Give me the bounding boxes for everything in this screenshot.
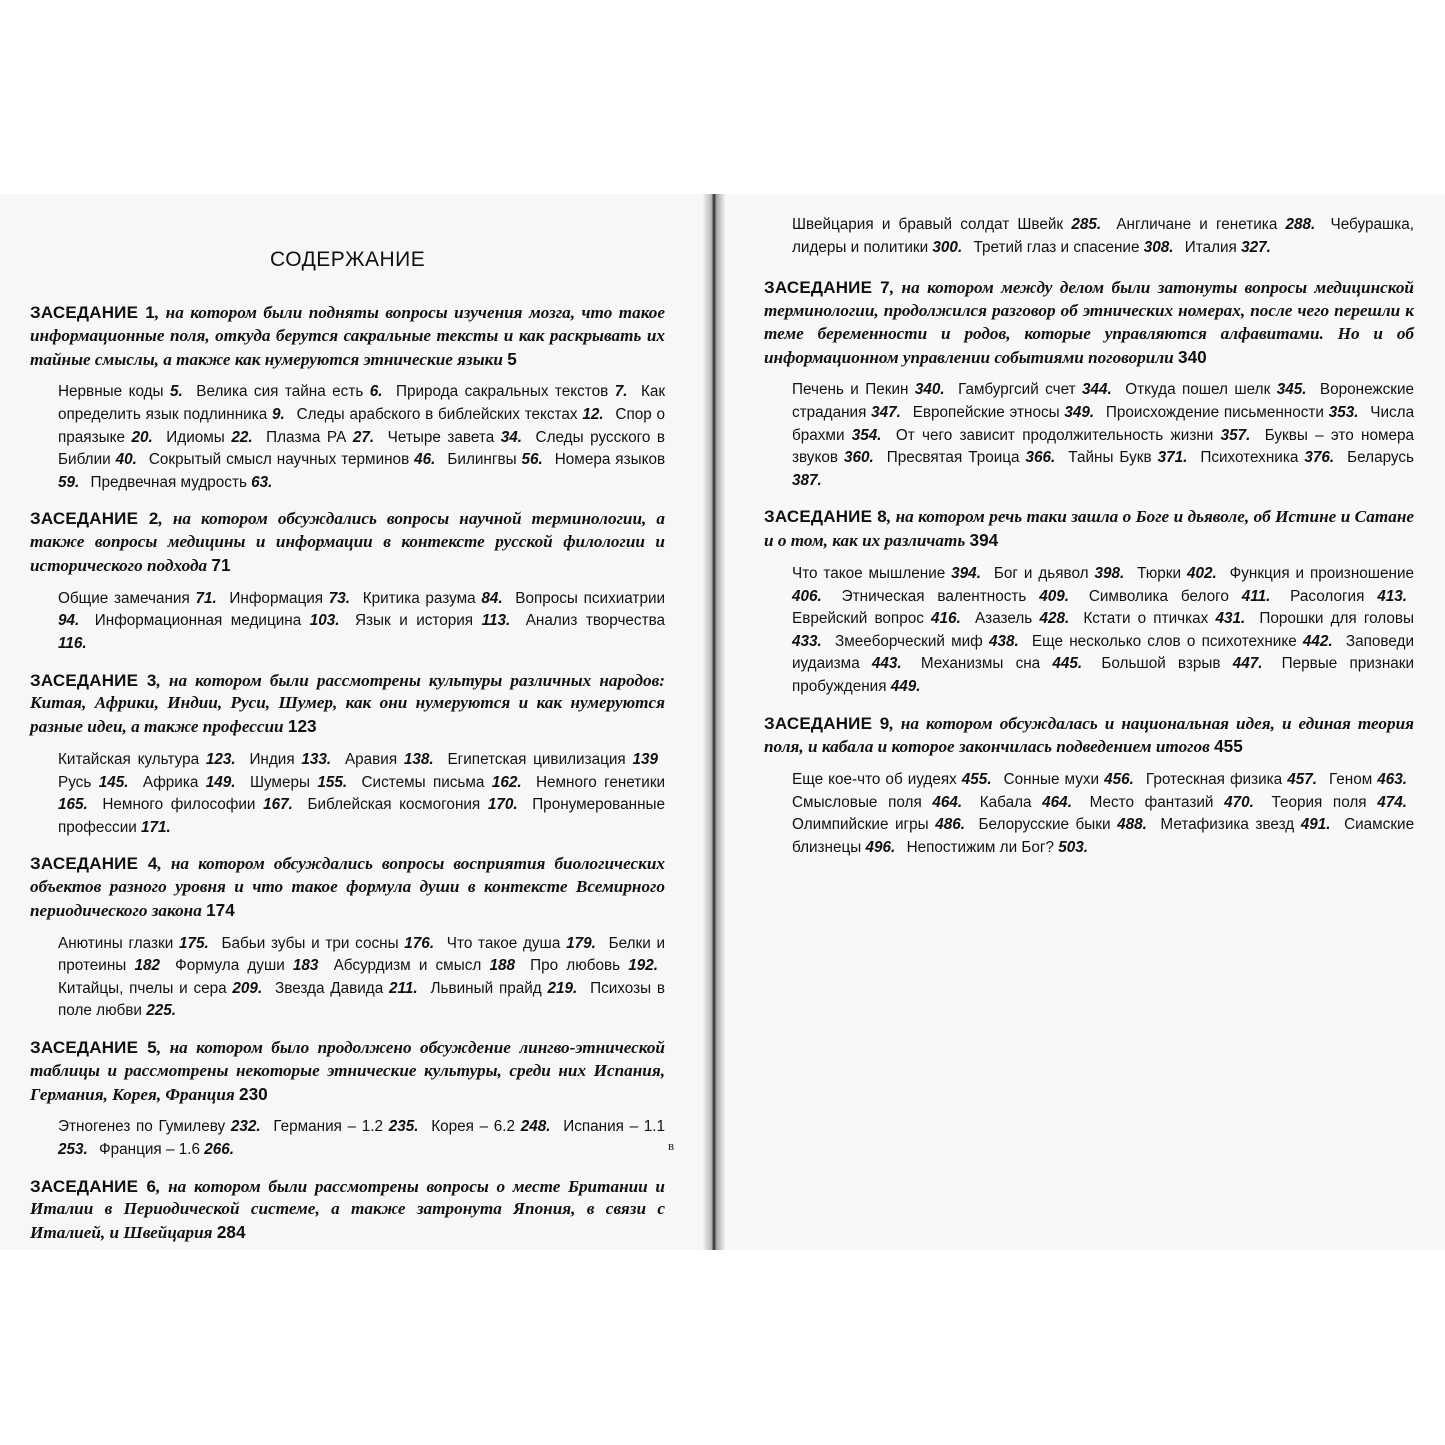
toc-entry-page: 398. bbox=[1094, 564, 1125, 582]
toc-entry-title: Психозы в поле любви bbox=[58, 979, 666, 1020]
toc-entry-title: Египетская цивилизация bbox=[447, 750, 626, 768]
toc-entry-page: 394. bbox=[951, 564, 981, 582]
session-heading bbox=[30, 1037, 665, 1106]
toc-entry-title: Библейская космогония bbox=[307, 796, 481, 814]
session-number: ЗАСЕДАНИЕ 1 bbox=[30, 303, 155, 322]
session-description: , на котором было продолжено обсуждение лингво-этнической таблицы и рассмотрены некоторые этнические культуры, среди них Испания, Германия, Корея, Франция bbox=[30, 1038, 665, 1104]
session-heading bbox=[30, 302, 665, 371]
toc-entry-page: 182 bbox=[134, 957, 160, 975]
toc-entry-title: Тайны Букв bbox=[1068, 449, 1152, 467]
toc-entry-title: Олимпийские игры bbox=[792, 816, 929, 834]
toc-entry-page: 406. bbox=[792, 587, 822, 605]
toc-entry-page: 22. bbox=[231, 428, 253, 446]
toc-entry-title: Чебурашка, лидеры и политики bbox=[792, 216, 1415, 256]
toc-entry-page: 116. bbox=[58, 634, 87, 652]
toc-entry-title: Расология bbox=[1290, 587, 1365, 605]
toc-entry-page: 145. bbox=[98, 773, 129, 791]
toc-entry-page: 253. bbox=[58, 1141, 88, 1159]
toc-entry-title: Гротескная физика bbox=[1145, 771, 1283, 789]
toc-entry-page: 162. bbox=[491, 773, 522, 791]
toc-entry-page: 171. bbox=[141, 818, 171, 836]
toc-entry-page: 235. bbox=[388, 1118, 419, 1136]
toc-entry-page: 183 bbox=[292, 957, 319, 975]
toc-entry-page: 165. bbox=[58, 796, 88, 814]
toc-entry-page: 149. bbox=[205, 773, 236, 791]
toc-entry-page: 409. bbox=[1039, 587, 1069, 605]
toc-entry-page: 308. bbox=[1143, 238, 1174, 256]
toc-entry-page: 248. bbox=[520, 1118, 551, 1136]
toc-entry-page: 63. bbox=[251, 473, 273, 491]
toc-entry-title: Большой взрыв bbox=[1101, 655, 1221, 673]
toc-entry-title: Сокрытый смысл научных терминов bbox=[148, 451, 410, 469]
toc-entry-title: Испания – 1.1 bbox=[563, 1118, 666, 1136]
session-page: 394 bbox=[969, 530, 999, 551]
toc-entry-page: 9. bbox=[272, 405, 285, 423]
toc-entry-page: 464. bbox=[932, 793, 963, 811]
toc-entry-title: Велика сия тайна есть bbox=[196, 383, 364, 401]
session-heading bbox=[30, 853, 665, 922]
session-entries bbox=[58, 588, 665, 656]
toc-entry-title: Азазель bbox=[974, 610, 1033, 628]
toc-entry-title: Белки и протеины bbox=[58, 934, 666, 975]
toc-entry-title: Непостижим ли Бог? bbox=[906, 838, 1055, 856]
toc-entry-page: 219. bbox=[547, 979, 578, 997]
toc-entry-title: Еще несколько слов о психотехнике bbox=[1031, 632, 1297, 650]
toc-entry-page: 433. bbox=[792, 632, 822, 650]
toc-entry-title: Что такое мышление bbox=[792, 564, 946, 582]
toc-entry-title: Этническая валентность bbox=[841, 587, 1027, 605]
session-number: ЗАСЕДАНИЕ 6 bbox=[30, 1176, 157, 1196]
toc-entry-title: Следы арабского в библейских текстах bbox=[296, 405, 578, 423]
toc-entry-page: 357. bbox=[1220, 426, 1251, 444]
left-toc-column bbox=[30, 302, 665, 1250]
session-heading bbox=[30, 670, 665, 739]
session-page: 123 bbox=[287, 716, 317, 737]
session-number: ЗАСЕДАНИЕ 7 bbox=[764, 278, 890, 298]
toc-entry-title: Механизмы сна bbox=[920, 655, 1041, 673]
toc-entry-page: 59. bbox=[58, 473, 80, 491]
toc-entry-title: Этногенез по Гумилеву bbox=[58, 1118, 226, 1136]
toc-entry-title: Печень и Пекин bbox=[792, 381, 909, 399]
toc-entry-title: Анализ творчества bbox=[525, 612, 666, 630]
toc-entry-page: 20. bbox=[131, 428, 153, 446]
toc-entry-page: 123. bbox=[205, 750, 236, 768]
toc-entry-title: Змееборческий миф bbox=[834, 632, 983, 650]
toc-entry-page: 211. bbox=[389, 979, 418, 997]
session-entries bbox=[58, 1116, 665, 1161]
toc-entry-page: 340. bbox=[914, 381, 945, 399]
left-page bbox=[0, 194, 712, 1250]
toc-entry-page: 179. bbox=[566, 934, 596, 952]
toc-entry-page: 428. bbox=[1039, 610, 1070, 628]
session-entries bbox=[792, 769, 1414, 859]
session-number: ЗАСЕДАНИЕ 3 bbox=[30, 670, 157, 690]
toc-entry-title: Символика белого bbox=[1088, 587, 1229, 605]
session-heading bbox=[764, 506, 1414, 553]
toc-entry-title: Италия bbox=[1184, 238, 1237, 256]
toc-entry-title: Спор о праязыке bbox=[58, 405, 666, 446]
session-number: ЗАСЕДАНИЕ 2 bbox=[30, 509, 159, 529]
toc-entry-title: Англичане и генетика bbox=[1116, 216, 1278, 233]
session-entries bbox=[792, 379, 1414, 492]
toc-entry-title: Шумеры bbox=[249, 773, 310, 791]
toc-entry-title: Нервные коды bbox=[58, 383, 164, 401]
session-description: , на котором были рассмотрены вопросы о месте Британии и Италии в Периодической системе, а также затронута Япония, в связи с Италией, и Швейцария bbox=[30, 1176, 665, 1243]
toc-entry-title: Формула души bbox=[175, 957, 285, 975]
toc-entry-title: Смысловые поля bbox=[792, 793, 922, 811]
toc-entry-page: 5. bbox=[170, 383, 183, 401]
toc-entry-title: Про любовь bbox=[530, 957, 621, 975]
toc-entry-page: 188 bbox=[489, 957, 515, 975]
toc-entry-page: 84. bbox=[481, 589, 503, 607]
toc-entry-page: 167. bbox=[263, 796, 293, 814]
toc-entry-page: 491. bbox=[1300, 816, 1331, 834]
book-gutter bbox=[703, 194, 725, 1250]
toc-entry-title: Немного генетики bbox=[535, 773, 666, 791]
toc-entry-title: Информация bbox=[229, 589, 324, 607]
toc-entry-page: 416. bbox=[931, 610, 961, 628]
toc-entry-page: 344. bbox=[1082, 381, 1112, 399]
toc-entry-title: Первые признаки пробуждения bbox=[792, 655, 1415, 695]
toc-entry-page: 288. bbox=[1285, 216, 1316, 233]
toc-entry-title: Анютины глазки bbox=[58, 934, 174, 952]
toc-entry-title: Числа брахми bbox=[792, 403, 1415, 444]
session-number: ЗАСЕДАНИЕ 8 bbox=[764, 507, 887, 527]
toc-entry-title: Корея – 6.2 bbox=[431, 1118, 516, 1136]
toc-entry-page: 464. bbox=[1042, 793, 1072, 811]
right-page bbox=[712, 194, 1445, 1250]
toc-entry-title: Предвечная мудрость bbox=[90, 473, 247, 491]
toc-entry-title: Заповеди иудаизма bbox=[792, 632, 1415, 673]
toc-entry-title: Кабала bbox=[979, 793, 1032, 811]
toc-entry-title: От чего зависит продолжительность жизни bbox=[895, 426, 1214, 444]
toc-entry-page: 73. bbox=[328, 589, 351, 607]
continued-entries bbox=[792, 214, 1414, 259]
toc-entry-page: 376. bbox=[1304, 449, 1335, 467]
toc-entry-title: Франция – 1.6 bbox=[99, 1141, 200, 1159]
toc-entry-page: 27. bbox=[352, 428, 375, 446]
session-description: , на котором были подняты вопросы изучения мозга, что такое информационные поля, откуда берутся сакральные тексты и как раскрывать их тайные смыслы, а также как нумеруются этнические языки bbox=[30, 303, 665, 369]
toc-entry-page: 170. bbox=[487, 796, 518, 814]
toc-entry-page: 354. bbox=[851, 426, 882, 444]
session-heading bbox=[30, 508, 665, 577]
session-heading bbox=[764, 713, 1414, 760]
toc-entry-title: Третий глаз и спасение bbox=[973, 238, 1140, 256]
toc-entry-title: Китайцы, пчелы и сера bbox=[58, 979, 227, 997]
toc-entry-title: Абсурдизм и смысл bbox=[333, 957, 482, 975]
session-page: 230 bbox=[239, 1083, 268, 1104]
session-description: , на котором обсуждались вопросы научной терминологии, а также вопросы медицины и информации в контексте русской филологии и исторического подхода bbox=[30, 509, 665, 575]
toc-entry-title: Африка bbox=[142, 773, 199, 791]
toc-entry-title: Швейцария и бравый солдат Швейк bbox=[792, 216, 1064, 233]
right-toc-column bbox=[764, 214, 1414, 873]
toc-entry-title: Билингвы bbox=[447, 451, 517, 469]
toc-entry-page: 103. bbox=[309, 612, 340, 630]
toc-entry-page: 300. bbox=[932, 238, 963, 256]
toc-entry-page: 46. bbox=[414, 451, 436, 469]
toc-entry-title: Плазма РА bbox=[266, 428, 347, 446]
toc-entry-title: Происхождение письменности bbox=[1105, 403, 1324, 421]
toc-entry-page: 40. bbox=[115, 451, 137, 469]
toc-entry-page: 327. bbox=[1241, 238, 1271, 256]
toc-entry-page: 474. bbox=[1377, 793, 1407, 811]
session-entries bbox=[792, 563, 1414, 699]
toc-entry-page: 447. bbox=[1232, 655, 1263, 673]
toc-entry-page: 345. bbox=[1276, 381, 1307, 399]
toc-entry-page: 34. bbox=[500, 428, 522, 446]
toc-entry-page: 457. bbox=[1287, 771, 1317, 789]
toc-entry-title: Критика разума bbox=[362, 589, 476, 607]
toc-entry-title: Что такое душа bbox=[446, 934, 561, 952]
toc-entry-title: Геном bbox=[1328, 771, 1373, 789]
toc-entry-page: 449. bbox=[890, 677, 921, 695]
toc-entry-page: 56. bbox=[521, 451, 543, 469]
toc-entry-page: 192. bbox=[628, 957, 658, 975]
session-number: ЗАСЕДАНИЕ 9 bbox=[764, 713, 890, 733]
toc-entry-page: 138. bbox=[403, 750, 434, 768]
toc-entry-title: Кстати о птичках bbox=[1083, 610, 1209, 628]
toc-entry-page: 94. bbox=[58, 612, 80, 630]
toc-entry-page: 232. bbox=[230, 1118, 261, 1136]
toc-entry-page: 431. bbox=[1215, 610, 1246, 628]
toc-entry-title: Теория поля bbox=[1271, 793, 1367, 811]
toc-entry-page: 455. bbox=[961, 771, 992, 789]
stray-mark: в bbox=[668, 1138, 675, 1153]
toc-entry-title: Китайская культура bbox=[58, 750, 200, 768]
toc-entry-page: 411. bbox=[1241, 587, 1271, 605]
toc-entry-title: Следы русского в Библии bbox=[58, 428, 666, 469]
toc-entry-title: Пресвятая Троица bbox=[886, 449, 1020, 467]
session-page: 455 bbox=[1214, 736, 1243, 757]
toc-entry-page: 266. bbox=[204, 1141, 235, 1159]
toc-entry-title: Общие замечания bbox=[58, 589, 190, 607]
toc-entry-title: Еврейский вопрос bbox=[792, 610, 924, 628]
toc-entry-page: 387. bbox=[792, 471, 822, 489]
toc-entry-page: 353. bbox=[1328, 403, 1359, 421]
toc-entry-page: 463. bbox=[1377, 771, 1408, 789]
toc-entry-title: Европейские этносы bbox=[912, 403, 1060, 421]
toc-entry-page: 285. bbox=[1071, 216, 1102, 233]
toc-entry-title: Буквы – это номера звуков bbox=[792, 426, 1414, 467]
toc-entry-title: Язык и история bbox=[354, 612, 474, 630]
toc-entry-page: 371. bbox=[1157, 449, 1188, 467]
session-description: , на котором между делом были затонуты вопросы медицинской терминологии, продолжился разговор об этнических номерах, после чего перешли к теме беременности и родов, которые управляются алфавитами. Но и об информационном управлении событиями поговорили bbox=[764, 278, 1414, 367]
toc-entry-page: 442. bbox=[1302, 632, 1333, 650]
session-page: 340 bbox=[1178, 346, 1207, 367]
session-description: , на котором были рассмотрены культуры различных народов: Китая, Африки, Индии, Руси, Шумер, как они нумеруются и как нумеруются разные идеи, а также профессии bbox=[30, 670, 665, 737]
toc-entry-title: Бог и дьявол bbox=[993, 564, 1089, 582]
toc-entry-page: 139 bbox=[632, 750, 658, 768]
toc-entry-title: Метафизика звезд bbox=[1160, 816, 1295, 834]
toc-entry-page: 488. bbox=[1117, 816, 1147, 834]
toc-entry-title: Системы письма bbox=[361, 773, 485, 791]
toc-entry-page: 438. bbox=[988, 632, 1019, 650]
toc-entry-page: 7. bbox=[614, 383, 628, 401]
toc-entry-title: Бабьи зубы и три сосны bbox=[221, 934, 399, 952]
toc-entry-title: Индия bbox=[249, 750, 295, 768]
toc-entry-title: Место фантазий bbox=[1089, 793, 1214, 811]
toc-entry-title: Природа сакральных текстов bbox=[396, 383, 609, 401]
toc-entry-title: Гамбургсий счет bbox=[958, 381, 1076, 399]
toc-entry-page: 360. bbox=[843, 449, 874, 467]
toc-entry-title: Звезда Давида bbox=[275, 979, 384, 997]
toc-entry-title: Еще кое-что об иудеях bbox=[792, 771, 957, 789]
toc-entry-page: 486. bbox=[935, 816, 965, 834]
session-page: 71 bbox=[211, 554, 231, 575]
toc-entry-page: 443. bbox=[871, 655, 902, 673]
toc-entry-page: 413. bbox=[1377, 587, 1408, 605]
session-heading bbox=[30, 1176, 665, 1245]
toc-entry-title: Немного философии bbox=[102, 796, 256, 814]
toc-entry-title: Идиомы bbox=[166, 428, 225, 446]
toc-entry-page: 456. bbox=[1104, 771, 1134, 789]
toc-entry-title: Сиамские близнецы bbox=[792, 816, 1415, 856]
session-heading bbox=[764, 277, 1414, 369]
toc-entry-page: 6. bbox=[369, 383, 383, 401]
toc-entry-page: 71. bbox=[195, 589, 217, 607]
toc-entry-page: 366. bbox=[1025, 449, 1056, 467]
session-entries bbox=[58, 749, 665, 839]
toc-entry-title: Германия – 1.2 bbox=[273, 1118, 384, 1136]
toc-entry-page: 445. bbox=[1052, 655, 1083, 673]
toc-entry-title: Сонные мухи bbox=[1003, 771, 1100, 789]
toc-entry-title: Пронумерованные профессии bbox=[58, 796, 666, 836]
session-description: , на котором обсуждалась и национальная идея, и единая теория поля, и кабала и которое закончилась подведением итогов bbox=[764, 713, 1414, 757]
toc-entry-title: Как определить язык подлинника bbox=[58, 383, 666, 423]
toc-entry-page: 175. bbox=[178, 934, 209, 952]
toc-entry-title: Психотехника bbox=[1200, 449, 1299, 467]
toc-entry-page: 402. bbox=[1186, 564, 1217, 582]
session-number: ЗАСЕДАНИЕ 4 bbox=[30, 854, 158, 874]
toc-entry-page: 113. bbox=[481, 612, 511, 630]
session-page: 284 bbox=[216, 1222, 246, 1243]
session-page: 174 bbox=[206, 899, 235, 920]
toc-entry-title: Четыре завета bbox=[387, 428, 495, 446]
toc-entry-title: Функция и произношение bbox=[1229, 564, 1415, 582]
toc-entry-title: Воронежские страдания bbox=[792, 381, 1415, 421]
session-entries bbox=[58, 933, 665, 1023]
session-description: , на котором речь таки зашла о Боге и дьяволе, об Истине и Сатане и о том, как их различать bbox=[764, 507, 1414, 551]
toc-entry-title: Белорусские быки bbox=[978, 816, 1111, 834]
session-description: , на котором обсуждались вопросы восприятия биологических объектов разного уровня и что такое формула души в контексте Всемирного периодического закона bbox=[30, 854, 665, 920]
toc-entry-title: Откуда пошел шелк bbox=[1125, 381, 1271, 399]
toc-entry-page: 347. bbox=[871, 403, 901, 421]
session-page: 5 bbox=[507, 348, 517, 369]
session-entries bbox=[58, 381, 665, 494]
toc-entry-page: 349. bbox=[1064, 403, 1095, 421]
toc-entry-page: 209. bbox=[232, 979, 263, 997]
toc-entry-page: 12. bbox=[582, 405, 604, 423]
toc-entry-page: 503. bbox=[1058, 838, 1089, 856]
toc-entry-title: Аравия bbox=[344, 750, 398, 768]
toc-entry-title: Информационная медицина bbox=[94, 612, 302, 630]
toc-entry-page: 133. bbox=[301, 750, 332, 768]
toc-entry-page: 225. bbox=[146, 1002, 176, 1020]
toc-entry-title: Номера языков bbox=[554, 451, 666, 469]
toc-entry-title: Львиный прайд bbox=[430, 979, 542, 997]
toc-entry-title: Беларусь bbox=[1347, 449, 1415, 467]
toc-entry-page: 470. bbox=[1224, 793, 1254, 811]
toc-entry-page: 155. bbox=[317, 773, 348, 791]
session-number: ЗАСЕДАНИЕ 5 bbox=[30, 1038, 157, 1058]
toc-entry-title: Тюрки bbox=[1137, 564, 1182, 582]
toc-entry-title: Вопросы психиатрии bbox=[515, 589, 666, 607]
book-spread bbox=[0, 194, 1445, 1250]
toc-entry-title: Русь bbox=[58, 773, 92, 791]
toc-entry-page: 176. bbox=[404, 934, 435, 952]
toc-entry-title: Порошки для головы bbox=[1259, 610, 1414, 628]
toc-title: СОДЕРЖАНИЕ bbox=[270, 248, 426, 271]
toc-entry-page: 496. bbox=[865, 838, 896, 856]
